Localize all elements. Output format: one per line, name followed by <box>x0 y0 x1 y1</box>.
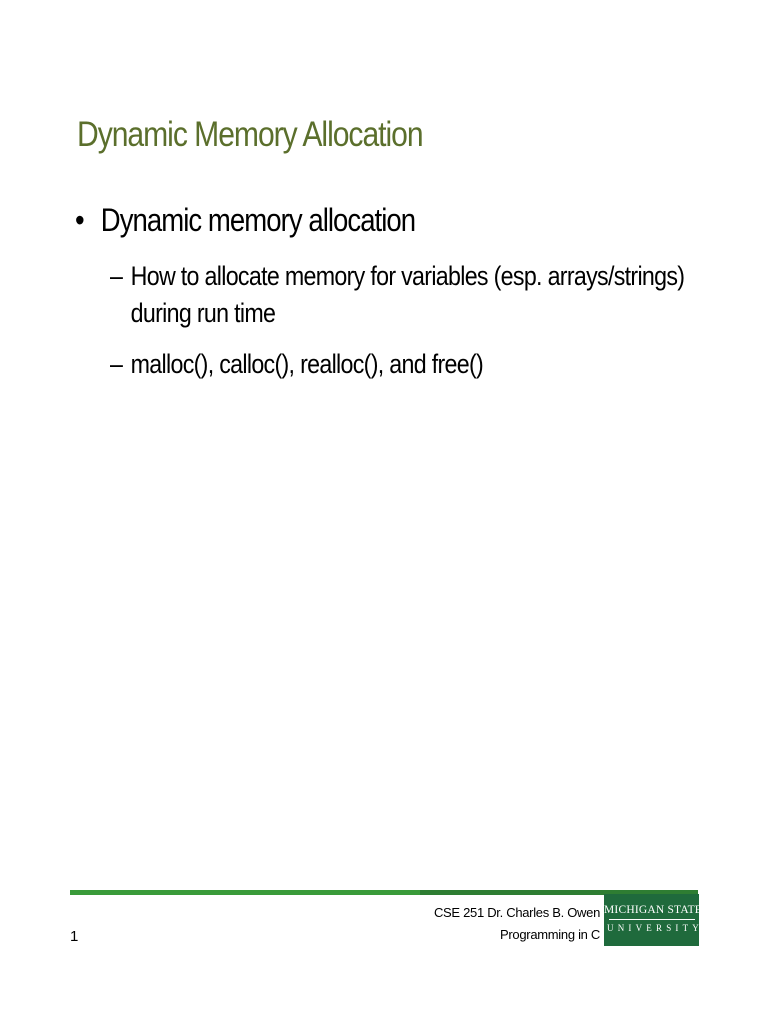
sub-bullet-marker: – <box>110 349 123 379</box>
logo-line-2: UNIVERSITY <box>607 923 703 933</box>
sub-bullet-item <box>110 258 685 332</box>
sub-bullet-item <box>110 346 678 383</box>
footer-course-info <box>434 902 600 946</box>
footer-course-line: CSE 251 Dr. Charles B. Owen <box>433 905 600 920</box>
bullet-item <box>75 196 625 244</box>
sub-bullet-text-line: during run time <box>130 298 276 328</box>
page-number: 1 <box>70 928 79 945</box>
bullet-marker: • <box>75 202 84 238</box>
logo-line-1: MICHIGAN STATE <box>604 904 703 916</box>
sub-bullet-marker: – <box>110 261 123 291</box>
footer-course-name: Programming in C <box>500 927 600 942</box>
slide-title: Dynamic Memory Allocation <box>77 115 423 154</box>
sub-bullet-text-line: How to allocate memory for variables (esp. arrays/strings) <box>130 261 685 291</box>
university-logo <box>604 894 703 946</box>
logo-divider <box>609 919 695 920</box>
footer-rule-accent <box>70 890 420 895</box>
bullet-text: Dynamic memory allocation <box>100 202 416 238</box>
sub-bullet-text-line: malloc(), calloc(), realloc(), and free() <box>130 349 484 379</box>
sub-bullet-list <box>110 258 768 397</box>
